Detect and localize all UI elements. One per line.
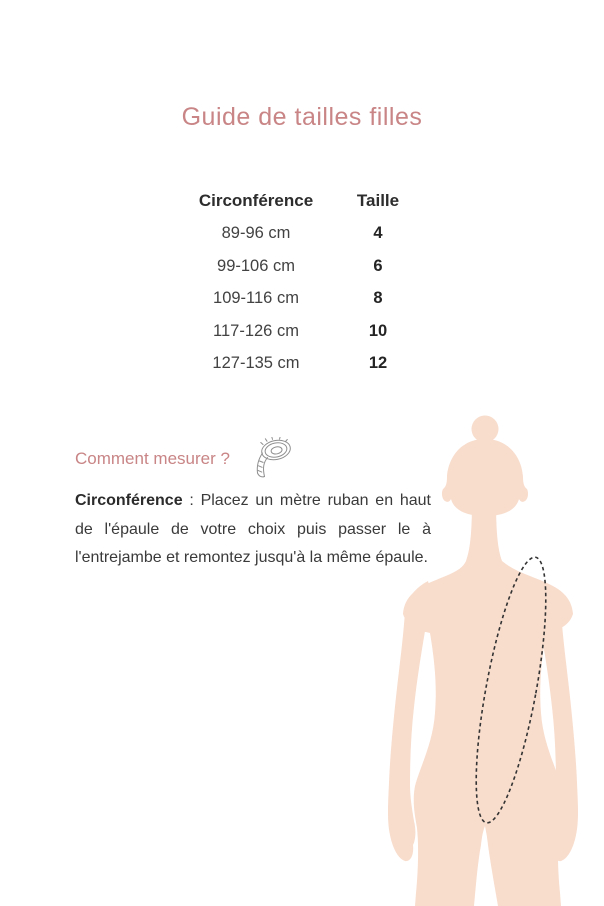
body-silhouette (370, 415, 604, 906)
circumference-value: 109-116 cm (213, 289, 299, 308)
column-header-circumference: Circonférence (198, 191, 314, 211)
circumference-value: 117-126 cm (213, 321, 299, 340)
size-table-header (180, 185, 424, 218)
measuring-tape-icon (252, 437, 294, 481)
instruction-text: : Placez un mètre ruban en haut de l'épaule de votre choix puis passer le à l'entrejambe et remontez jusqu'à la même épaule. (75, 492, 431, 566)
circumference-value: 89-96 cm (221, 224, 291, 243)
table-row (180, 250, 424, 283)
torso-legs (403, 497, 573, 906)
column-header-size: Taille (356, 191, 400, 211)
size-value: 8 (373, 289, 383, 308)
table-row (180, 218, 424, 251)
instruction-term: Circonférence (75, 492, 183, 509)
page-title: Guide de tailles filles (181, 102, 423, 131)
hair-bun (472, 416, 499, 443)
silhouette-shape (388, 416, 578, 906)
table-row (180, 348, 424, 381)
circumference-value: 127-135 cm (212, 354, 300, 373)
table-row (180, 283, 424, 316)
size-table (180, 185, 424, 380)
size-value: 4 (373, 224, 383, 243)
size-value: 6 (373, 256, 383, 275)
how-to-measure-heading: Comment mesurer ? (75, 449, 230, 468)
size-value: 12 (368, 354, 388, 373)
table-row (180, 315, 424, 348)
circumference-value: 99-106 cm (217, 256, 295, 275)
size-value: 10 (368, 321, 388, 340)
